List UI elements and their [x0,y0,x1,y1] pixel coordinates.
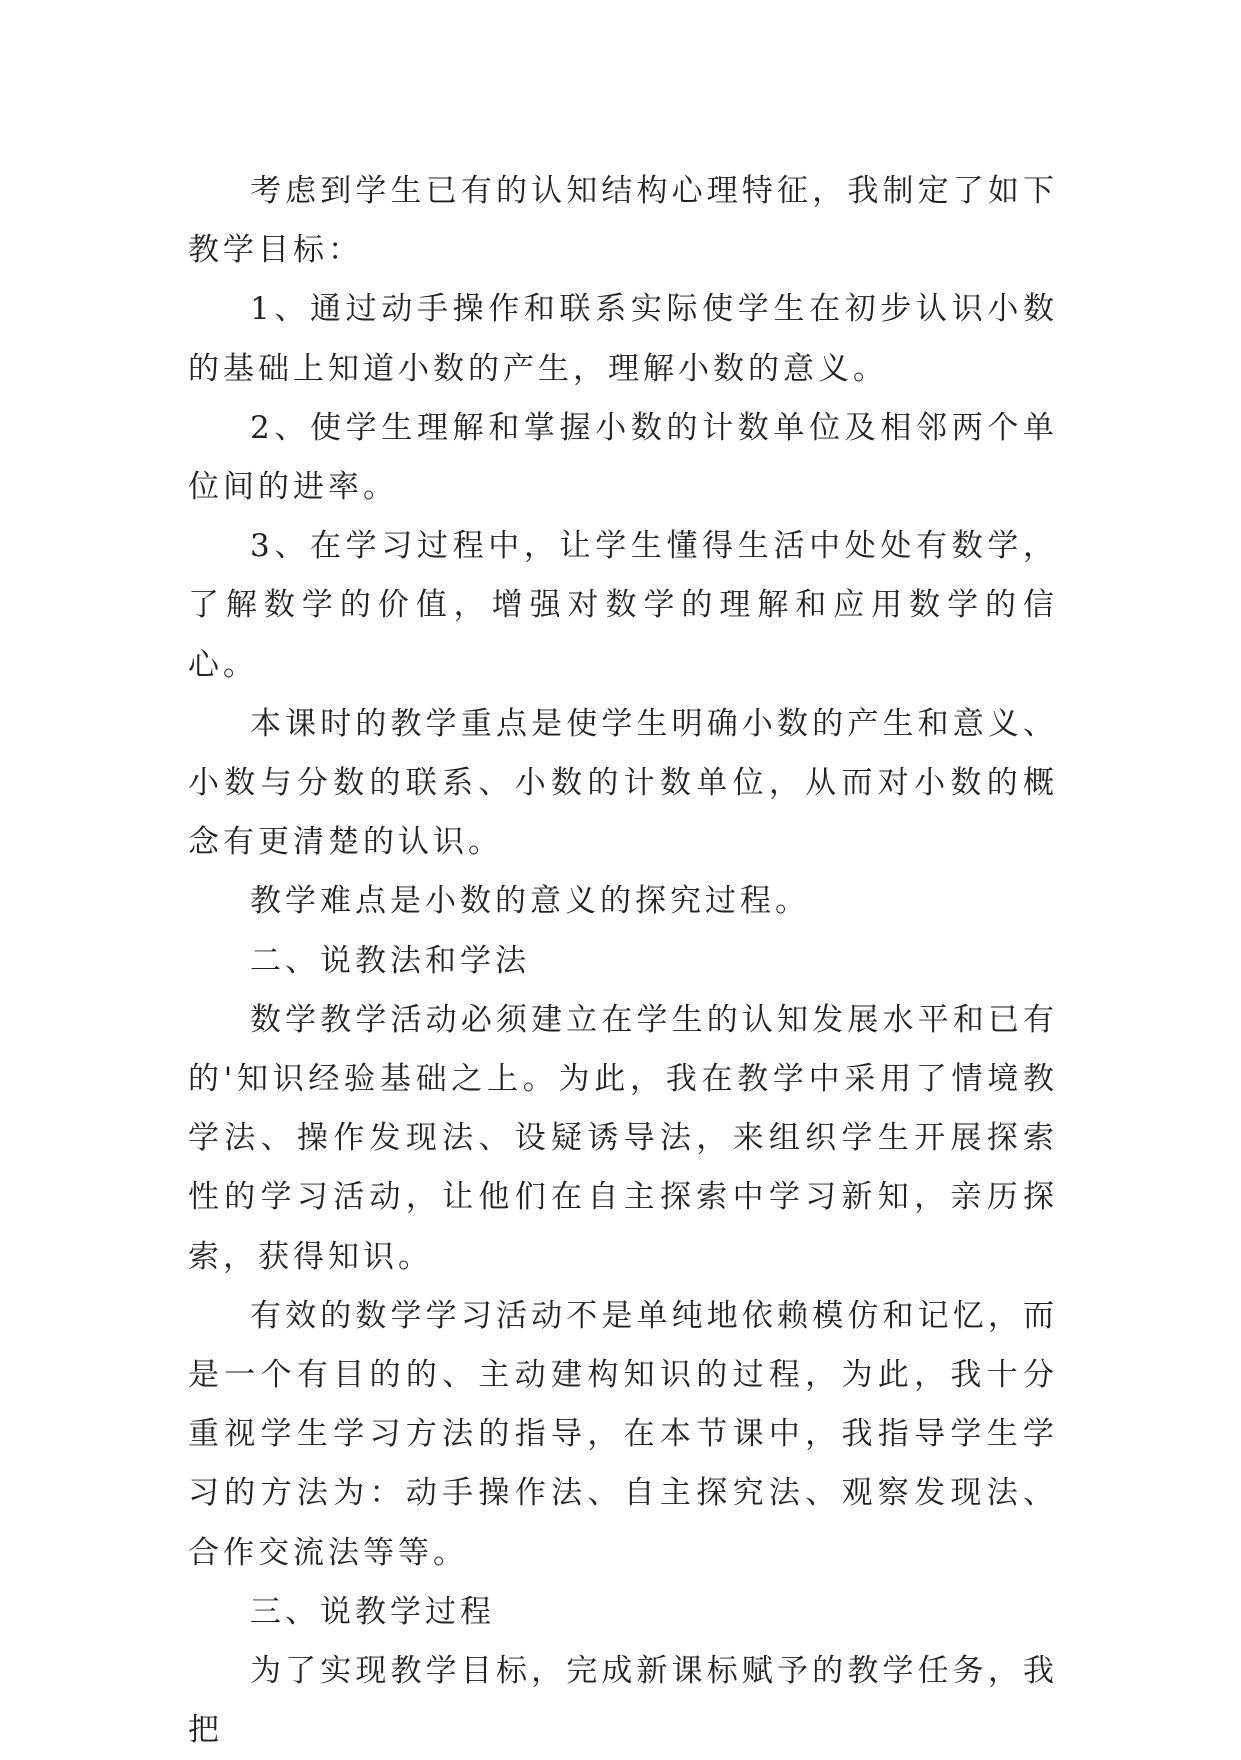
paragraph-key-points: 本课时的教学重点是使学生明确小数的产生和意义、小数与分数的联系、小数的计数单位，从而对小数的概念有更清楚的认识。 [188,705,1058,861]
document-body [188,162,1058,1760]
paragraph-learning-methods: 有效的数学学习活动不是单纯地依赖模仿和记忆，而是一个有目的的、主动建构知识的过程，为此，我十分重视学生学习方法的指导，在本节课中，我指导学生学习的方法为：动手操作法、自主探究法、观察发现法、合作交流法等等。 [188,1297,1058,1571]
paragraph-intro: 考虑到学生已有的认知结构心理特征，我制定了如下教学目标： [188,173,1058,269]
paragraph-teaching-methods: 数学教学活动必须建立在学生的认知发展水平和已有的'知识经验基础之上。为此，我在教学中采用了情境教学法、操作发现法、设疑诱导法，来组织学生开展探索性的学习活动，让他们在自主探索中学习新知，亲历探索，获得知识。 [188,1001,1058,1275]
paragraph-difficulty: 教学难点是小数的意义的探究过程。 [250,883,810,920]
paragraph-goal-1: 1、通过动手操作和联系实际使学生在初步认识小数的基础上知道小数的产生，理解小数的意义。 [188,291,1058,387]
paragraph-process-intro: 为了实现教学目标，完成新课标赋予的教学任务，我把 [188,1653,1058,1749]
section-heading-process: 三、说教学过程 [250,1593,495,1630]
paragraph-goal-2: 2、使学生理解和掌握小数的计数单位及相邻两个单位间的进率。 [188,409,1058,506]
section-heading-methods: 二、说教法和学法 [250,942,530,979]
paragraph-goal-3: 3、在学习过程中，让学生懂得生活中处处有数学，了解数学的价值，增强对数学的理解和应用数学的信心。 [188,528,1058,683]
